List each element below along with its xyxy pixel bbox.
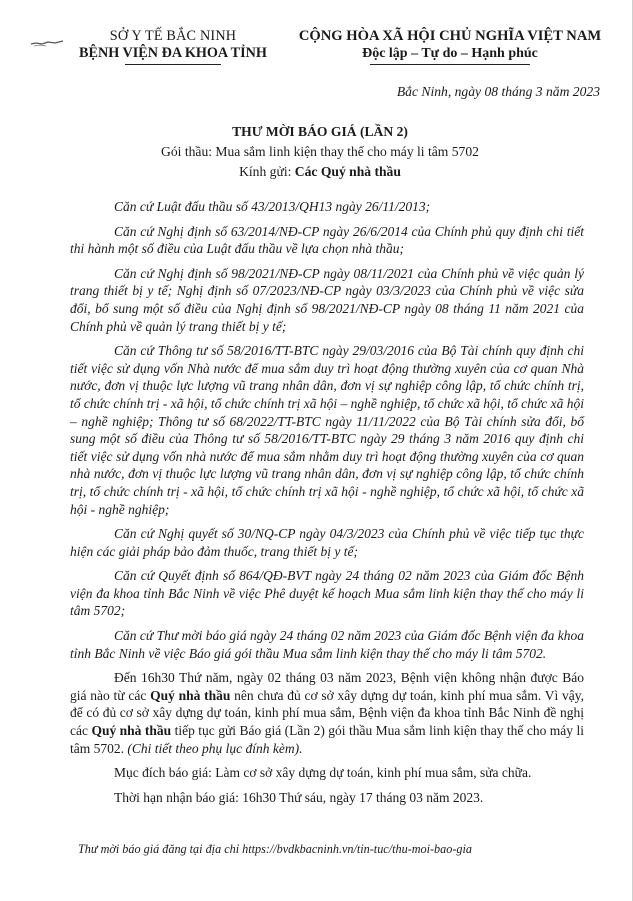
- notice-paragraph: [70, 669, 584, 757]
- legal-basis: Căn cứ Nghị định số 63/2014/NĐ-CP ngày 26/6/2014 của Chính phủ quy định chi tiết thi hành một số điều của Luật đấu thầu về lựa chọn nhà thầu;: [70, 223, 584, 257]
- issuer-header: [58, 28, 288, 65]
- org-parent: SỞ Y TẾ BẮC NINH: [109, 28, 237, 44]
- motto-underline: [370, 64, 530, 65]
- notice-appendix: (Chi tiết theo phụ lục đính kèm).: [127, 740, 303, 756]
- greeting-prefix: Kính gửi:: [239, 164, 295, 179]
- package-name: Gói thầu: Mua sắm linh kiện thay thế cho máy li tâm 5702: [161, 144, 479, 159]
- legal-basis: Căn cứ Nghị quyết số 30/NQ-CP ngày 04/3/2023 của Chính phủ về việc tiếp tục thực hiện các giải pháp bảo đảm thuốc, trang thiết bị y tế;: [70, 526, 584, 559]
- national-motto: Độc lập – Tự do – Hạnh phúc: [362, 46, 538, 61]
- national-header: [280, 28, 620, 65]
- legal-basis: Căn cứ Thông tư số 58/2016/TT-BTC ngày 29/03/2016 của Bộ Tài chính quy định chi tiết việc sử dụng vốn Nhà nước để mua sắm duy trì hoạt động thường xuyên của cơ quan Nhà nước, đơn vị thuộc lực lượng vũ trang nhân dân, đơn vị sự nghiệp công lập, tổ chức chính trị, tổ chức chính trị - xã hội, tổ chức chính trị xã hội – nghề nghiệp, tổ chức xã hội, tổ chức xã hội – nghề nghiệp; Thông tư số 68/2022/TT-BTC ngày 11/11/2022 của Bộ Tài chính sửa đổi, bổ sung một số điều của Thông tư số 58/2016/TT-BTC ngày 29 tháng 3 năm 2016 quy định chi tiết việc sử dụng vốn nhà nước để mua sắm nhằm duy trì hoạt động thường xuyên của cơ quan nhà nước, đơn vị thuộc lực lượng vũ trang nhân dân, đơn vị sự nghiệp công lập, tổ chức chính trị, tổ chức chính trị - xã hội, tổ chức chính trị xã hội - nghề nghiệp, tổ chức xã hội, tổ chức xã hội - nghề nghiệp;: [70, 343, 584, 517]
- notice-bold2: Quý nhà thầu: [91, 723, 172, 739]
- greeting: [40, 162, 600, 182]
- document-title: THƯ MỜI BÁO GIÁ (LẦN 2): [232, 124, 408, 139]
- deadline-paragraph: Thời hạn nhận báo giá: 16h30 Thứ sáu, ngày 17 tháng 03 năm 2023.: [114, 789, 484, 805]
- notice-part3: tiếp tục gửi Báo giá (Lần 2) gói thầu Mua sắm linh kiện thay thế cho máy li tâm 5702.: [70, 723, 584, 756]
- legal-basis: Căn cứ Nghị định số 98/2021/NĐ-CP ngày 08/11/2021 của Chính phủ về việc quản lý trang thiết bị y tế; Nghị định số 07/2023/NĐ-CP ngày 03/3/2023 của Chính phủ về việc sửa đổi, bổ sung một số điều của Nghị định số 98/2021/NĐ-CP ngày 08 tháng 11 năm 2021 của Chính phủ về quản lý trang thiết bị y tế;: [70, 265, 584, 334]
- purpose-paragraph: Mục đích báo giá: Làm cơ sở xây dựng dự toán, kinh phí mua sắm, sửa chữa.: [114, 765, 532, 781]
- legal-basis: Căn cứ Luật đấu thầu số 43/2013/QH13 ngày 26/11/2013;: [114, 199, 431, 214]
- issuer-underline: [125, 64, 221, 65]
- document-body: [70, 198, 584, 813]
- legal-basis: Căn cứ Thư mời báo giá ngày 24 tháng 02 năm 2023 của Giám đốc Bệnh viện đa khoa tỉnh Bắc Ninh về việc Báo giá gói thầu Mua sắm linh kiện thay thế cho máy li tâm 5702.: [70, 628, 584, 661]
- notice-part1: Đến 16h30 Thứ năm, ngày 02 tháng 03 năm 2023, Bệnh viện không nhận được Báo giá nào từ các: [70, 670, 584, 703]
- dateline: Bắc Ninh, ngày 08 tháng 3 năm 2023: [396, 84, 600, 99]
- legal-basis: Căn cứ Quyết định số 864/QĐ-BVT ngày 24 tháng 02 năm 2023 của Giám đốc Bệnh viện đa khoa tỉnh Bắc Ninh về việc Phê duyệt kế hoạch Mua sắm linh kiện thay thế cho máy li tâm 5702;: [70, 568, 584, 619]
- footer-note: Thư mời báo giá đăng tại địa chỉ https://bvdkbacninh.vn/tin-tuc/thu-moi-bao-gia: [78, 842, 472, 856]
- notice-part2: nên chưa đủ cơ sở xây dựng dự toán, kinh phí mua sắm. Vì vậy, để có đủ cơ sở xây dựng dự toán, kinh phí mua sắm, Bệnh viện đa khoa tỉnh Bắc Ninh đề nghị các: [70, 687, 584, 739]
- org-name: BỆNH VIỆN ĐA KHOA TỈNH: [79, 45, 267, 61]
- notice-bold1: Quý nhà thầu: [150, 687, 231, 703]
- greeting-target: Các Quý nhà thầu: [294, 164, 401, 179]
- title-block: [40, 122, 600, 182]
- country-name: CỘNG HÒA XÃ HỘI CHỦ NGHĨA VIỆT NAM: [298, 28, 602, 44]
